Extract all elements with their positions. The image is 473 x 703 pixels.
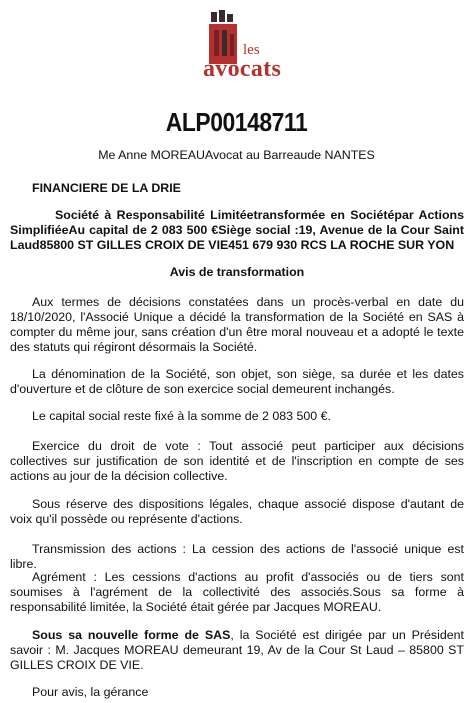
author-line: Me Anne MOREAUAvocat au Barreaude NANTES (98, 148, 375, 162)
company-details: Société à Responsabilité Limitéetransformée en Sociétépar Actions SimplifiéeAu capital de 2 083 500 €Siège social :19, Avenue de la Cour Saint Laud85800 ST GILLES CROIX DE VIE451 679 930 RCS LA ROCHE SUR YON (10, 208, 464, 252)
paragraph-president (10, 628, 464, 673)
company-name: FINANCIERE DE LA DRIE (32, 181, 181, 195)
paragraph-transfer: Transmission des actions : La cession des actions de l'associé unique est libre. (10, 542, 464, 571)
paragraph-president-rest: , la Société est dirigée par un Président savoir : M. Jacques MOREAU demeurant 19, Av de la Cour St Laud – 85800 ST GILLES CROIX DE VIE. (10, 628, 464, 672)
paragraph-unchanged: La dénomination de la Société, son objet, son siège, sa durée et les dates d'ouverture et de clôture de son exercice social demeurent inchangés. (10, 367, 464, 396)
paragraph-president-bold: Sous sa nouvelle forme de SAS (32, 628, 231, 642)
notice-title: Avis de transformation (169, 265, 305, 279)
paragraph-approval: Agrément : Les cessions d'actions au profit d'associés ou de tiers sont soumises à l'agrément de la collectivité des associés.Sous sa forme à responsabilité limitée, la Société était gérée par Jacques MOREAU. (10, 570, 464, 614)
logo-text-avocats: avocats (203, 56, 282, 82)
paragraph-voting: Exercice du droit de vote : Tout associé peut participer aux décisions collectives sur justification de son identité et de l'inscription en compte de ses actions au jour de la décision collective. (10, 439, 464, 483)
paragraph-signature: Pour avis, la gérance (32, 685, 149, 699)
logo-text-les: les (243, 42, 260, 58)
paragraph-decision: Aux termes de décisions constatées dans un procès-verbal en date du 18/10/2020, l'Associé Unique a décidé la transformation de la Société en SAS à compter du même jour, sans création d'un être moral nouveau et a adopté le texte des statuts qui régiront désormais la Société. (10, 295, 464, 354)
les-avocats-logo (203, 10, 282, 88)
paragraph-votes: Sous réserve des dispositions légales, chaque associé dispose d'autant de voix qu'il possède ou représente d'actions. (10, 497, 464, 526)
paragraph-capital: Le capital social reste fixé à la somme de 2 083 500 €. (32, 409, 331, 423)
announcement-reference: ALP00148711 (165, 107, 308, 137)
